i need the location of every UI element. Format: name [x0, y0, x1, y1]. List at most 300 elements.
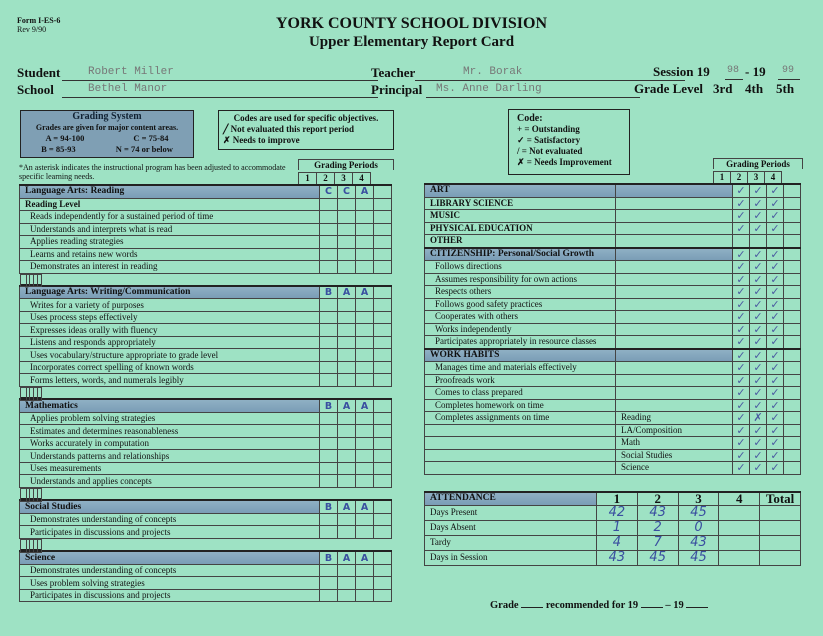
- mark-cell[interactable]: ✓: [767, 462, 784, 475]
- grade-mark[interactable]: [37, 274, 41, 287]
- code-legend-title: Code:: [517, 113, 543, 124]
- mark-cell[interactable]: [784, 462, 801, 475]
- grade-mark[interactable]: [338, 324, 356, 337]
- mark-cell[interactable]: ✓: [750, 273, 767, 286]
- grade-mark[interactable]: [374, 299, 392, 312]
- mark-cell[interactable]: ✓: [767, 323, 784, 336]
- mark-cell[interactable]: [750, 235, 767, 248]
- school-field[interactable]: Bethel Manor: [62, 83, 378, 98]
- grade-mark[interactable]: [320, 513, 338, 526]
- behavior-grades-table: [424, 183, 801, 475]
- grade-level-label: Grade Level: [634, 81, 703, 96]
- mark-cell[interactable]: ✓: [733, 184, 750, 197]
- grade-mark[interactable]: [338, 577, 356, 590]
- grade-mark[interactable]: [338, 425, 356, 438]
- mark-cell[interactable]: ✓: [750, 184, 767, 197]
- grade-mark[interactable]: [338, 437, 356, 450]
- grade-mark[interactable]: [356, 513, 374, 526]
- period-1-header: 1: [714, 172, 731, 185]
- slash-icon: ╱: [223, 124, 229, 134]
- grade-mark[interactable]: A: [356, 286, 374, 299]
- mark-cell[interactable]: [733, 235, 750, 248]
- attendance-label: Days Present: [425, 505, 597, 520]
- subject-label: Social Studies: [616, 449, 733, 462]
- grade-mark[interactable]: [356, 261, 374, 274]
- subject-label: [616, 273, 733, 286]
- table-row: [20, 539, 42, 550]
- grade-mark[interactable]: [338, 223, 356, 236]
- grade-mark[interactable]: A: [338, 551, 356, 564]
- grade-mark[interactable]: [374, 198, 392, 211]
- grade-mark[interactable]: [356, 589, 374, 602]
- grade-mark[interactable]: [338, 349, 356, 362]
- grade-mark[interactable]: [374, 412, 392, 425]
- mark-cell[interactable]: ✓: [733, 298, 750, 311]
- grade-mark[interactable]: [374, 475, 392, 488]
- row-label: Demonstrates understanding of concepts: [20, 513, 320, 526]
- grade-mark[interactable]: B: [320, 399, 338, 412]
- grade-mark[interactable]: [320, 248, 338, 261]
- mark-cell[interactable]: [784, 412, 801, 425]
- mark-cell[interactable]: ✓: [750, 248, 767, 261]
- mark-cell[interactable]: [784, 323, 801, 336]
- grade-mark[interactable]: [356, 475, 374, 488]
- grade-mark[interactable]: [338, 261, 356, 274]
- grade-mark[interactable]: [356, 526, 374, 539]
- student-field[interactable]: Robert Miller: [62, 66, 378, 81]
- mark-cell[interactable]: ✓: [750, 323, 767, 336]
- row-label: [425, 462, 616, 475]
- grade-mark[interactable]: [320, 450, 338, 463]
- attendance-value[interactable]: 43: [597, 550, 638, 565]
- grade-mark[interactable]: [338, 564, 356, 577]
- grade-mark[interactable]: [374, 311, 392, 324]
- grade-mark[interactable]: [374, 437, 392, 450]
- grade-mark[interactable]: [374, 248, 392, 261]
- grade-mark[interactable]: [356, 198, 374, 211]
- mark-cell[interactable]: ✓: [750, 349, 767, 362]
- table-row: [20, 564, 392, 577]
- grade-mark[interactable]: [356, 564, 374, 577]
- grade-mark[interactable]: [320, 336, 338, 349]
- grade-mark[interactable]: [338, 248, 356, 261]
- attendance-value[interactable]: 45: [678, 550, 719, 565]
- table-row: [20, 450, 392, 463]
- grade-mark[interactable]: [338, 412, 356, 425]
- grade-mark[interactable]: [320, 349, 338, 362]
- grade-mark[interactable]: [374, 236, 392, 249]
- mark-cell[interactable]: ✓: [767, 387, 784, 400]
- mark-cell[interactable]: [784, 362, 801, 375]
- mark-cell[interactable]: [784, 197, 801, 210]
- mark-cell[interactable]: ✓: [750, 449, 767, 462]
- grade-mark[interactable]: [320, 361, 338, 374]
- table-row: [20, 412, 392, 425]
- mark-cell[interactable]: ✓: [767, 362, 784, 375]
- grade-mark[interactable]: [356, 236, 374, 249]
- grade-mark[interactable]: [374, 462, 392, 475]
- mark-cell[interactable]: ✓: [750, 374, 767, 387]
- grade-mark[interactable]: [374, 361, 392, 374]
- mark-cell[interactable]: [784, 399, 801, 412]
- grade-mark[interactable]: [320, 577, 338, 590]
- grade-mark[interactable]: [356, 462, 374, 475]
- mark-cell[interactable]: ✓: [767, 437, 784, 450]
- mark-cell[interactable]: [784, 184, 801, 197]
- grade-mark[interactable]: A: [338, 286, 356, 299]
- grade-mark[interactable]: [320, 437, 338, 450]
- mark-cell[interactable]: [784, 311, 801, 324]
- grade-mark[interactable]: [338, 336, 356, 349]
- grade-mark[interactable]: [356, 361, 374, 374]
- attendance-header-row: [425, 492, 801, 505]
- grade-mark[interactable]: [338, 450, 356, 463]
- grade-mark[interactable]: [320, 475, 338, 488]
- table-row: [425, 462, 801, 475]
- mark-cell[interactable]: [784, 273, 801, 286]
- year-to-field[interactable]: [686, 597, 708, 608]
- mark-cell[interactable]: ✓: [750, 387, 767, 400]
- recommendation-line: [490, 597, 708, 611]
- attendance-row: [425, 550, 801, 565]
- grade-mark[interactable]: [338, 198, 356, 211]
- attendance-value[interactable]: [760, 535, 801, 550]
- grade-mark[interactable]: [338, 299, 356, 312]
- grade-mark[interactable]: [320, 589, 338, 602]
- grade-mark[interactable]: A: [356, 185, 374, 198]
- mark-cell[interactable]: [784, 336, 801, 349]
- attendance-row: [425, 505, 801, 520]
- grade-mark[interactable]: [338, 374, 356, 387]
- grade-mark[interactable]: [356, 450, 374, 463]
- grade-mark[interactable]: C: [338, 185, 356, 198]
- table-row: [20, 589, 392, 602]
- mark-cell[interactable]: ✓: [733, 362, 750, 375]
- mark-cell[interactable]: [784, 349, 801, 362]
- row-label: Applies reading strategies: [20, 236, 320, 249]
- table-row: [425, 298, 801, 311]
- grade-mark[interactable]: [320, 261, 338, 274]
- mark-cell[interactable]: ✓: [733, 424, 750, 437]
- grade-mark[interactable]: [374, 589, 392, 602]
- grade-mark[interactable]: [320, 412, 338, 425]
- grade-mark[interactable]: [356, 425, 374, 438]
- grade-mark[interactable]: [374, 500, 392, 513]
- mark-cell[interactable]: ✓: [733, 336, 750, 349]
- mark-cell[interactable]: ✓: [767, 449, 784, 462]
- attendance-value[interactable]: [760, 550, 801, 565]
- mark-cell[interactable]: [784, 298, 801, 311]
- table-row: [20, 577, 392, 590]
- table-row: [20, 311, 392, 324]
- grade-mark[interactable]: [374, 526, 392, 539]
- grade-mark[interactable]: [37, 540, 41, 553]
- grade-mark[interactable]: [37, 489, 41, 502]
- grade-mark[interactable]: [374, 399, 392, 412]
- attendance-value[interactable]: 43: [637, 505, 678, 520]
- grade-mark[interactable]: [374, 349, 392, 362]
- mark-cell[interactable]: [784, 437, 801, 450]
- attendance-value[interactable]: 45: [678, 505, 719, 520]
- mark-cell[interactable]: ✓: [733, 311, 750, 324]
- grade-mark[interactable]: A: [338, 399, 356, 412]
- grade-mark[interactable]: B: [320, 551, 338, 564]
- subject-label: [616, 311, 733, 324]
- mark-cell[interactable]: [784, 235, 801, 248]
- attendance-value[interactable]: [719, 535, 760, 550]
- mark-cell[interactable]: ✓: [733, 273, 750, 286]
- code-not-evaluated: / = Not evaluated: [517, 146, 583, 156]
- mark-cell[interactable]: ✓: [733, 412, 750, 425]
- attendance-total-header: Total: [760, 492, 801, 505]
- grade-mark[interactable]: [374, 450, 392, 463]
- grade-mark[interactable]: [338, 513, 356, 526]
- attendance-value[interactable]: 2: [637, 520, 678, 535]
- grade-mark[interactable]: [320, 211, 338, 224]
- attendance-row: [425, 535, 801, 550]
- grade-mark[interactable]: [37, 388, 41, 401]
- grade-mark[interactable]: [320, 311, 338, 324]
- attendance-value[interactable]: [760, 520, 801, 535]
- grade-mark[interactable]: A: [356, 500, 374, 513]
- mark-cell[interactable]: ✓: [750, 336, 767, 349]
- mark-cell[interactable]: [784, 210, 801, 223]
- mark-cell[interactable]: ✓: [767, 210, 784, 223]
- mark-cell[interactable]: ✓: [733, 323, 750, 336]
- section-row: [425, 349, 801, 362]
- mark-cell[interactable]: ✓: [767, 311, 784, 324]
- mark-cell[interactable]: [784, 387, 801, 400]
- grade-mark[interactable]: [338, 526, 356, 539]
- grade-mark[interactable]: [320, 198, 338, 211]
- mark-cell[interactable]: ✓: [750, 210, 767, 223]
- grade-mark[interactable]: [320, 236, 338, 249]
- grade-mark[interactable]: A: [356, 399, 374, 412]
- grade-mark[interactable]: [338, 311, 356, 324]
- mark-cell[interactable]: ✓: [767, 222, 784, 235]
- attendance-value[interactable]: 0: [678, 520, 719, 535]
- mark-cell[interactable]: ✓: [750, 261, 767, 274]
- grade-mark[interactable]: [374, 324, 392, 337]
- mark-cell[interactable]: ✓: [733, 222, 750, 235]
- session-from-field[interactable]: 98: [725, 65, 743, 80]
- table-row: [425, 362, 801, 375]
- grade-mark[interactable]: [320, 324, 338, 337]
- attendance-value[interactable]: 45: [637, 550, 678, 565]
- row-label: Social Studies: [20, 500, 320, 513]
- mark-cell[interactable]: ✓: [733, 399, 750, 412]
- row-label: LIBRARY SCIENCE: [425, 197, 616, 210]
- grade-mark[interactable]: [338, 211, 356, 224]
- grade-mark[interactable]: [320, 462, 338, 475]
- mark-cell[interactable]: [784, 449, 801, 462]
- subject-label: [616, 323, 733, 336]
- grade-mark[interactable]: [374, 425, 392, 438]
- mark-cell[interactable]: ✓: [733, 248, 750, 261]
- mark-cell[interactable]: ✓: [733, 437, 750, 450]
- grade-mark[interactable]: [374, 211, 392, 224]
- mark-cell[interactable]: ✓: [767, 273, 784, 286]
- section-row: [425, 248, 801, 261]
- mark-cell[interactable]: ✓: [767, 412, 784, 425]
- mark-cell[interactable]: ✓: [750, 437, 767, 450]
- needs-improve-label: Needs to improve: [232, 135, 300, 145]
- grade-mark[interactable]: A: [338, 500, 356, 513]
- grade-mark[interactable]: [356, 412, 374, 425]
- grade-mark[interactable]: [374, 286, 392, 299]
- table-row: [425, 336, 801, 349]
- mark-cell[interactable]: ✓: [750, 311, 767, 324]
- principal-field[interactable]: Ms. Anne Darling: [426, 83, 640, 98]
- attendance-value[interactable]: 1: [597, 520, 638, 535]
- row-label: Follows good safety practices: [425, 298, 616, 311]
- subject-label: [616, 235, 733, 248]
- grade-mark[interactable]: C: [320, 185, 338, 198]
- mark-cell[interactable]: ✓: [750, 197, 767, 210]
- grade-mark[interactable]: [374, 564, 392, 577]
- not-evaluated-label: Not evaluated this report period: [230, 124, 354, 134]
- teacher-label: Teacher: [371, 65, 416, 80]
- mark-cell[interactable]: ✓: [733, 197, 750, 210]
- subject-label: [616, 286, 733, 299]
- row-label: Works independently: [425, 323, 616, 336]
- grade-level-4th[interactable]: 4th: [745, 81, 764, 96]
- table-row: [425, 323, 801, 336]
- row-label: Uses process steps effectively: [20, 311, 320, 324]
- grade-mark[interactable]: [320, 299, 338, 312]
- subject-label: [616, 374, 733, 387]
- grade-mark[interactable]: [374, 513, 392, 526]
- attendance-value[interactable]: [760, 505, 801, 520]
- attendance-value[interactable]: [719, 520, 760, 535]
- attendance-period-header: 2: [637, 492, 678, 505]
- mark-cell[interactable]: ✓: [733, 449, 750, 462]
- mark-cell[interactable]: ✓: [733, 374, 750, 387]
- grade-mark[interactable]: [356, 336, 374, 349]
- grade-mark[interactable]: [338, 589, 356, 602]
- row-label: Uses vocabulary/structure appropriate to grade level: [20, 349, 320, 362]
- grade-mark[interactable]: A: [356, 551, 374, 564]
- grade-mark[interactable]: [374, 185, 392, 198]
- mark-cell[interactable]: ✓: [767, 184, 784, 197]
- mark-cell[interactable]: ✓: [767, 374, 784, 387]
- mark-cell[interactable]: ✓: [733, 210, 750, 223]
- mark-cell[interactable]: ✓: [750, 298, 767, 311]
- grade-mark[interactable]: [320, 374, 338, 387]
- mark-cell[interactable]: ✗: [750, 412, 767, 425]
- mark-cell[interactable]: [784, 374, 801, 387]
- mark-cell[interactable]: ✓: [750, 286, 767, 299]
- mark-cell[interactable]: [767, 235, 784, 248]
- mark-cell[interactable]: [784, 261, 801, 274]
- grade-mark[interactable]: [356, 349, 374, 362]
- grade-mark[interactable]: [374, 374, 392, 387]
- row-label: Applies problem solving strategies: [20, 412, 320, 425]
- row-label: Science: [20, 551, 320, 564]
- grade-mark[interactable]: [320, 223, 338, 236]
- period-2-header: 2: [317, 173, 335, 186]
- attendance-value[interactable]: 42: [597, 505, 638, 520]
- grade-level-3rd[interactable]: 3rd: [713, 81, 733, 96]
- mark-cell[interactable]: [784, 222, 801, 235]
- grade-mark[interactable]: [374, 336, 392, 349]
- grade-mark[interactable]: B: [320, 500, 338, 513]
- grade-mark[interactable]: [356, 577, 374, 590]
- year-from-field[interactable]: [641, 597, 663, 608]
- grade-mark[interactable]: [356, 374, 374, 387]
- mark-cell[interactable]: ✓: [767, 197, 784, 210]
- subject-label: LA/Composition: [616, 424, 733, 437]
- grade-mark[interactable]: [338, 462, 356, 475]
- attendance-value[interactable]: 43: [678, 535, 719, 550]
- grade-mark[interactable]: [338, 361, 356, 374]
- attendance-value[interactable]: [719, 550, 760, 565]
- grade-mark[interactable]: [374, 261, 392, 274]
- grade-mark[interactable]: [356, 211, 374, 224]
- grade-mark[interactable]: [374, 577, 392, 590]
- grade-mark[interactable]: [320, 564, 338, 577]
- mark-cell[interactable]: [784, 286, 801, 299]
- grade-mark[interactable]: [356, 299, 374, 312]
- mark-cell[interactable]: ✓: [733, 387, 750, 400]
- mark-cell[interactable]: [784, 424, 801, 437]
- mark-cell[interactable]: ✓: [733, 462, 750, 475]
- grade-mark[interactable]: [356, 223, 374, 236]
- mark-cell[interactable]: ✓: [767, 261, 784, 274]
- teacher-field[interactable]: Mr. Borak: [415, 66, 685, 81]
- mark-cell[interactable]: ✓: [767, 399, 784, 412]
- table-row: [20, 526, 392, 539]
- mark-cell[interactable]: ✓: [767, 298, 784, 311]
- grade-mark[interactable]: [356, 311, 374, 324]
- grade-mark[interactable]: [374, 223, 392, 236]
- mark-cell[interactable]: ✓: [733, 349, 750, 362]
- grade-level-5th[interactable]: 5th: [776, 81, 795, 96]
- mark-cell[interactable]: ✓: [750, 424, 767, 437]
- mark-cell[interactable]: [784, 248, 801, 261]
- attendance-value[interactable]: 4: [597, 535, 638, 550]
- row-label: Manages time and materials effectively: [425, 362, 616, 375]
- grade-mark[interactable]: [356, 324, 374, 337]
- mark-cell[interactable]: ✓: [733, 261, 750, 274]
- mark-cell[interactable]: ✓: [767, 286, 784, 299]
- mark-cell[interactable]: ✓: [750, 222, 767, 235]
- attendance-label: Days Absent: [425, 520, 597, 535]
- mark-cell[interactable]: ✓: [767, 336, 784, 349]
- grade-mark[interactable]: [320, 425, 338, 438]
- mark-cell[interactable]: ✓: [750, 399, 767, 412]
- attendance-value[interactable]: 7: [637, 535, 678, 550]
- subject-label: [616, 362, 733, 375]
- mark-cell[interactable]: ✓: [750, 462, 767, 475]
- mark-cell[interactable]: ✓: [750, 362, 767, 375]
- grade-recommend-field[interactable]: [521, 597, 543, 608]
- mark-cell[interactable]: ✓: [733, 286, 750, 299]
- grade-mark[interactable]: [338, 236, 356, 249]
- grade-mark[interactable]: B: [320, 286, 338, 299]
- mark-cell[interactable]: ✓: [767, 248, 784, 261]
- session-to-field[interactable]: 99: [778, 65, 800, 80]
- grade-mark[interactable]: [338, 475, 356, 488]
- mark-cell[interactable]: ✓: [767, 349, 784, 362]
- mark-cell[interactable]: ✓: [767, 424, 784, 437]
- attendance-value[interactable]: [719, 505, 760, 520]
- grade-mark[interactable]: [356, 248, 374, 261]
- grade-mark[interactable]: [374, 551, 392, 564]
- code-satisfactory: ✓ = Satisfactory: [517, 135, 581, 145]
- grade-mark[interactable]: [320, 526, 338, 539]
- grade-mark[interactable]: [356, 437, 374, 450]
